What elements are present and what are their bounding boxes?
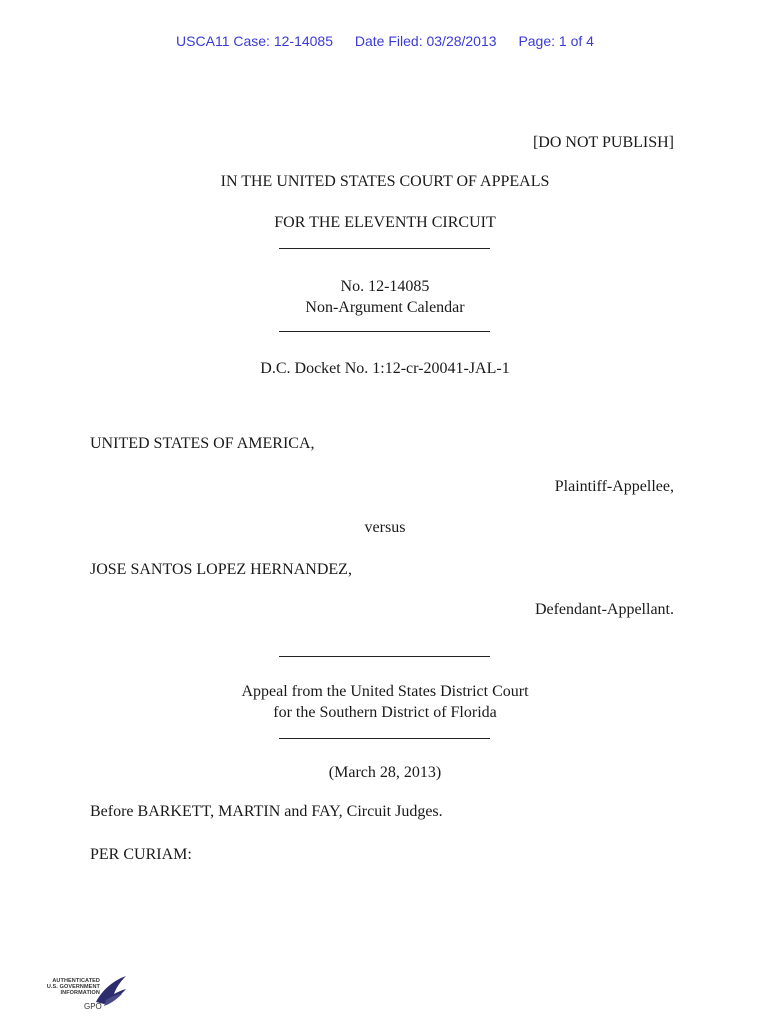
page-count-header: Page: 1 of 4	[518, 33, 594, 49]
case-number-header: USCA11 Case: 12-14085	[176, 33, 333, 49]
plaintiff-name: UNITED STATES OF AMERICA,	[90, 435, 315, 452]
defendant-role: Defendant-Appellant.	[534, 601, 674, 618]
circuit-name: FOR THE ELEVENTH CIRCUIT	[274, 214, 496, 231]
per-curiam: PER CURIAM:	[90, 846, 192, 863]
decision-date: (March 28, 2013)	[328, 764, 442, 781]
panel-judges: Before BARKETT, MARTIN and FAY, Circuit Judges.	[90, 803, 443, 820]
divider-4	[279, 738, 490, 739]
page-header	[0, 33, 770, 49]
date-filed-header: Date Filed: 03/28/2013	[354, 33, 497, 49]
plaintiff-role: Plaintiff-Appellee,	[554, 478, 674, 495]
gpo-mark: GPO	[84, 1002, 102, 1011]
divider-2	[279, 331, 490, 332]
divider-1	[279, 248, 490, 249]
seal-text: AUTHENTICATED U.S. GOVERNMENT INFORMATION	[46, 978, 100, 997]
appeal-district: for the Southern District of Florida	[273, 704, 497, 721]
defendant-name: JOSE SANTOS LOPEZ HERNANDEZ,	[90, 561, 352, 578]
case-number: No. 12-14085	[340, 278, 430, 295]
docket-number: D.C. Docket No. 1:12-cr-20041-JAL-1	[260, 360, 510, 377]
gpo-authentication-seal	[40, 972, 130, 1016]
versus-text: versus	[364, 519, 406, 536]
appeal-origin: Appeal from the United States District Court	[241, 683, 529, 700]
court-name: IN THE UNITED STATES COURT OF APPEALS	[220, 173, 550, 190]
divider-3	[279, 656, 490, 657]
publish-note: [DO NOT PUBLISH]	[532, 134, 674, 151]
calendar-type: Non-Argument Calendar	[305, 299, 465, 316]
